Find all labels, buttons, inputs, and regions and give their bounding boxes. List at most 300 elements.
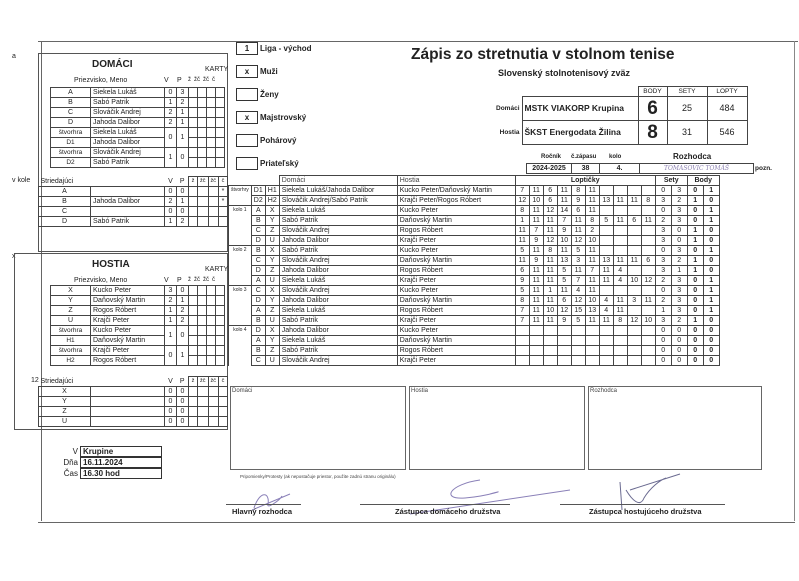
- ball-score[interactable]: [571, 356, 585, 366]
- ball-score[interactable]: 11: [543, 316, 557, 326]
- ball-score[interactable]: 11: [529, 306, 543, 316]
- sets-home[interactable]: 0: [655, 356, 671, 366]
- sets-away[interactable]: 3: [671, 276, 687, 286]
- league-field[interactable]: 1: [236, 42, 258, 55]
- doubles-player-name[interactable]: Siekela Lukáš: [91, 128, 165, 138]
- ball-score[interactable]: [613, 346, 627, 356]
- points-away[interactable]: 0: [703, 356, 719, 366]
- ball-score[interactable]: [641, 266, 655, 276]
- checkbox-poharovy-box[interactable]: [236, 134, 258, 147]
- card-cell[interactable]: [189, 417, 198, 427]
- points-away[interactable]: 1: [703, 216, 719, 226]
- ball-score[interactable]: 1: [515, 216, 529, 226]
- time-field[interactable]: 16.30 hod: [80, 468, 162, 479]
- card-cell[interactable]: [219, 207, 228, 217]
- ball-score[interactable]: 11: [529, 266, 543, 276]
- card-cell[interactable]: *: [219, 197, 228, 207]
- ball-score[interactable]: 11: [585, 246, 599, 256]
- ball-score[interactable]: 1: [543, 286, 557, 296]
- ball-score[interactable]: [627, 346, 641, 356]
- sets-home[interactable]: 0: [655, 206, 671, 216]
- sub-name[interactable]: [91, 187, 165, 197]
- ball-score[interactable]: 11: [585, 316, 599, 326]
- card-cell[interactable]: [207, 88, 216, 98]
- card-cell[interactable]: [216, 306, 225, 316]
- sub-name[interactable]: Jahoda Dalibor: [91, 197, 165, 207]
- card-cell[interactable]: [198, 108, 207, 118]
- ball-score[interactable]: 12: [627, 316, 641, 326]
- match-home-player[interactable]: Siekela Lukáš: [279, 276, 397, 286]
- match-away-player[interactable]: Krajči Peter: [397, 316, 515, 326]
- ball-score[interactable]: 9: [529, 256, 543, 266]
- doubles-player-name[interactable]: Jahoda Dalibor: [91, 138, 165, 148]
- card-cell[interactable]: [189, 88, 198, 98]
- card-cell[interactable]: [198, 207, 209, 217]
- points-away[interactable]: 1: [703, 276, 719, 286]
- sets-away[interactable]: 0: [671, 346, 687, 356]
- player-name[interactable]: Sabó Patrik: [91, 98, 165, 108]
- ball-score[interactable]: 11: [529, 216, 543, 226]
- points-home[interactable]: 0: [687, 356, 703, 366]
- points-home[interactable]: 1: [687, 226, 703, 236]
- sets-home[interactable]: 0: [655, 246, 671, 256]
- ball-score[interactable]: 10: [529, 196, 543, 206]
- ball-score[interactable]: 13: [585, 306, 599, 316]
- points-home[interactable]: 0: [687, 186, 703, 196]
- ball-score[interactable]: 7: [571, 276, 585, 286]
- card-cell[interactable]: [207, 356, 216, 366]
- card-cell[interactable]: [216, 346, 225, 356]
- sets-home[interactable]: 3: [655, 226, 671, 236]
- sub-name[interactable]: [91, 207, 165, 217]
- ball-score[interactable]: [599, 236, 613, 246]
- ball-score[interactable]: 11: [585, 256, 599, 266]
- points-away[interactable]: 0: [703, 266, 719, 276]
- points-home[interactable]: 0: [687, 306, 703, 316]
- ball-score[interactable]: [515, 326, 529, 336]
- ball-score[interactable]: [571, 346, 585, 356]
- ball-score[interactable]: 13: [599, 256, 613, 266]
- ball-score[interactable]: [543, 346, 557, 356]
- ball-score[interactable]: 7: [557, 216, 571, 226]
- card-cell[interactable]: [198, 286, 207, 296]
- match-away-player[interactable]: Kucko Peter: [397, 286, 515, 296]
- card-cell[interactable]: [216, 128, 225, 138]
- ball-score[interactable]: [613, 326, 627, 336]
- ball-score[interactable]: [641, 356, 655, 366]
- card-cell[interactable]: [208, 397, 219, 407]
- card-cell[interactable]: [207, 118, 216, 128]
- sets-home[interactable]: 3: [655, 236, 671, 246]
- sub-name[interactable]: [91, 407, 165, 417]
- card-cell[interactable]: [208, 387, 219, 397]
- sets-away[interactable]: 0: [671, 236, 687, 246]
- card-cell[interactable]: [198, 387, 209, 397]
- ball-score[interactable]: 5: [515, 286, 529, 296]
- card-cell[interactable]: [219, 407, 228, 417]
- points-home[interactable]: 1: [687, 236, 703, 246]
- card-cell[interactable]: [189, 138, 198, 148]
- ball-score[interactable]: 10: [543, 306, 557, 316]
- card-cell[interactable]: [189, 356, 198, 366]
- match-home-player[interactable]: Siekela Lukáš/Jahoda Dalibor: [279, 186, 397, 196]
- ball-score[interactable]: [641, 346, 655, 356]
- ball-score[interactable]: 11: [585, 206, 599, 216]
- sets-away[interactable]: 0: [671, 326, 687, 336]
- points-home[interactable]: 0: [687, 286, 703, 296]
- ball-score[interactable]: 12: [571, 296, 585, 306]
- ball-score[interactable]: [641, 186, 655, 196]
- card-cell[interactable]: [207, 108, 216, 118]
- card-cell[interactable]: [208, 407, 219, 417]
- sub-name[interactable]: Sabó Patrik: [91, 217, 165, 227]
- ball-score[interactable]: 6: [515, 266, 529, 276]
- round-field[interactable]: 4.: [600, 164, 640, 174]
- match-home-player[interactable]: Sabó Patrik: [279, 246, 397, 256]
- card-cell[interactable]: [207, 98, 216, 108]
- card-cell[interactable]: [219, 387, 228, 397]
- ball-score[interactable]: [627, 266, 641, 276]
- ball-score[interactable]: [627, 336, 641, 346]
- ball-score[interactable]: [613, 186, 627, 196]
- points-home[interactable]: 0: [687, 336, 703, 346]
- card-cell[interactable]: [189, 158, 198, 168]
- ball-score[interactable]: 8: [585, 216, 599, 226]
- card-cell[interactable]: [189, 148, 198, 158]
- match-number-field[interactable]: 38: [572, 164, 600, 174]
- card-cell[interactable]: [216, 356, 225, 366]
- ball-score[interactable]: 11: [641, 216, 655, 226]
- sets-home[interactable]: 0: [655, 186, 671, 196]
- match-away-player[interactable]: Kucko Peter: [397, 206, 515, 216]
- doubles-player-name[interactable]: Krajči Peter: [91, 346, 165, 356]
- card-cell[interactable]: [189, 98, 198, 108]
- sets-home[interactable]: 0: [655, 346, 671, 356]
- card-cell[interactable]: [207, 138, 216, 148]
- ball-score[interactable]: [599, 246, 613, 256]
- ball-score[interactable]: 11: [557, 246, 571, 256]
- match-home-player[interactable]: Jahoda Dalibor: [279, 236, 397, 246]
- ball-score[interactable]: [557, 356, 571, 366]
- ball-score[interactable]: 11: [571, 226, 585, 236]
- ball-score[interactable]: 7: [515, 306, 529, 316]
- player-name[interactable]: Daňovský Martin: [91, 296, 165, 306]
- ball-score[interactable]: [627, 306, 641, 316]
- sets-away[interactable]: 0: [671, 226, 687, 236]
- card-cell[interactable]: [207, 286, 216, 296]
- ball-score[interactable]: [627, 186, 641, 196]
- sets-away[interactable]: 3: [671, 186, 687, 196]
- remarks-referee-box[interactable]: Rozhodca: [588, 386, 762, 470]
- points-away[interactable]: 1: [703, 206, 719, 216]
- ball-score[interactable]: 11: [515, 256, 529, 266]
- match-home-player[interactable]: Slováčik Andrej: [279, 286, 397, 296]
- sets-home[interactable]: 0: [655, 326, 671, 336]
- ball-score[interactable]: 11: [529, 276, 543, 286]
- ball-score[interactable]: 11: [585, 276, 599, 286]
- match-home-player[interactable]: Siekela Lukáš: [279, 306, 397, 316]
- ball-score[interactable]: 12: [543, 236, 557, 246]
- card-cell[interactable]: [216, 88, 225, 98]
- card-cell[interactable]: [198, 296, 207, 306]
- ball-score[interactable]: [627, 356, 641, 366]
- ball-score[interactable]: [599, 286, 613, 296]
- ball-score[interactable]: 11: [543, 276, 557, 286]
- ball-score[interactable]: [627, 326, 641, 336]
- ball-score[interactable]: 11: [543, 256, 557, 266]
- card-cell[interactable]: [216, 138, 225, 148]
- points-home[interactable]: 0: [687, 216, 703, 226]
- ball-score[interactable]: 4: [571, 286, 585, 296]
- sets-away[interactable]: 2: [671, 316, 687, 326]
- card-cell[interactable]: [189, 128, 198, 138]
- checkbox-muzi-box[interactable]: x: [236, 65, 258, 78]
- ball-score[interactable]: 8: [613, 316, 627, 326]
- sets-home[interactable]: 2: [655, 276, 671, 286]
- card-cell[interactable]: [189, 217, 198, 227]
- ball-score[interactable]: [641, 306, 655, 316]
- sets-away[interactable]: 3: [671, 296, 687, 306]
- card-cell[interactable]: [198, 187, 209, 197]
- card-cell[interactable]: [207, 326, 216, 336]
- points-home[interactable]: 1: [687, 256, 703, 266]
- date-field[interactable]: 16.11.2024: [80, 457, 162, 468]
- checkbox-majstrovsky-box[interactable]: x: [236, 111, 258, 124]
- referee-field[interactable]: TOMASOVIC TOMÁŠ: [640, 164, 754, 174]
- ball-score[interactable]: 6: [543, 196, 557, 206]
- card-cell[interactable]: [198, 88, 207, 98]
- card-cell[interactable]: [198, 158, 207, 168]
- match-home-player[interactable]: Slováčik Andrej/Sabó Patrik: [279, 196, 397, 206]
- player-name[interactable]: Siekela Lukáš: [91, 88, 165, 98]
- points-home[interactable]: 1: [687, 316, 703, 326]
- points-away[interactable]: 1: [703, 246, 719, 256]
- ball-score[interactable]: [557, 326, 571, 336]
- ball-score[interactable]: 9: [515, 276, 529, 286]
- ball-score[interactable]: 12: [641, 276, 655, 286]
- ball-score[interactable]: 5: [571, 246, 585, 256]
- card-cell[interactable]: [207, 306, 216, 316]
- ball-score[interactable]: 6: [571, 206, 585, 216]
- sets-home[interactable]: 2: [655, 296, 671, 306]
- ball-score[interactable]: 11: [529, 246, 543, 256]
- ball-score[interactable]: 11: [557, 196, 571, 206]
- match-away-player[interactable]: Kucko Peter: [397, 326, 515, 336]
- ball-score[interactable]: [599, 186, 613, 196]
- points-home[interactable]: 0: [687, 326, 703, 336]
- points-away[interactable]: 0: [703, 346, 719, 356]
- ball-score[interactable]: 11: [529, 316, 543, 326]
- match-away-player[interactable]: Rogos Róbert: [397, 346, 515, 356]
- points-home[interactable]: 0: [687, 296, 703, 306]
- card-cell[interactable]: [198, 397, 209, 407]
- ball-score[interactable]: 6: [641, 256, 655, 266]
- card-cell[interactable]: [216, 158, 225, 168]
- doubles-player-name[interactable]: Sabó Patrik: [91, 158, 165, 168]
- ball-score[interactable]: [543, 356, 557, 366]
- card-cell[interactable]: [208, 207, 219, 217]
- ball-score[interactable]: [613, 286, 627, 296]
- ball-score[interactable]: [585, 336, 599, 346]
- ball-score[interactable]: [571, 336, 585, 346]
- ball-score[interactable]: [515, 356, 529, 366]
- match-away-player[interactable]: Rogos Róbert: [397, 266, 515, 276]
- sets-away[interactable]: 3: [671, 286, 687, 296]
- ball-score[interactable]: 11: [543, 216, 557, 226]
- sets-away[interactable]: 0: [671, 336, 687, 346]
- sets-home[interactable]: 1: [655, 306, 671, 316]
- card-cell[interactable]: [198, 346, 207, 356]
- ball-score[interactable]: 11: [529, 286, 543, 296]
- doubles-player-name[interactable]: Slováčik Andrej: [91, 148, 165, 158]
- card-cell[interactable]: [198, 326, 207, 336]
- card-cell[interactable]: [198, 356, 207, 366]
- ball-score[interactable]: 11: [529, 296, 543, 306]
- ball-score[interactable]: 7: [515, 186, 529, 196]
- card-cell[interactable]: [208, 217, 219, 227]
- match-away-player[interactable]: Rogos Róbert: [397, 306, 515, 316]
- sets-away[interactable]: 2: [671, 196, 687, 206]
- sets-home[interactable]: 0: [655, 336, 671, 346]
- ball-score[interactable]: [627, 246, 641, 256]
- ball-score[interactable]: 11: [571, 266, 585, 276]
- remarks-home-box[interactable]: Domáci: [230, 386, 406, 470]
- sets-home[interactable]: 3: [655, 196, 671, 206]
- doubles-player-name[interactable]: Rogos Róbert: [91, 356, 165, 366]
- ball-score[interactable]: 11: [557, 186, 571, 196]
- ball-score[interactable]: 10: [627, 276, 641, 286]
- ball-score[interactable]: [557, 336, 571, 346]
- ball-score[interactable]: 6: [557, 296, 571, 306]
- card-cell[interactable]: [189, 197, 198, 207]
- card-cell[interactable]: [216, 98, 225, 108]
- ball-score[interactable]: 11: [543, 226, 557, 236]
- card-cell[interactable]: [207, 336, 216, 346]
- ball-score[interactable]: 11: [641, 296, 655, 306]
- card-cell[interactable]: [189, 306, 198, 316]
- points-away[interactable]: 1: [703, 286, 719, 296]
- sets-away[interactable]: 2: [671, 256, 687, 266]
- card-cell[interactable]: [207, 158, 216, 168]
- ball-score[interactable]: 11: [613, 256, 627, 266]
- points-away[interactable]: 1: [703, 296, 719, 306]
- ball-score[interactable]: 11: [613, 306, 627, 316]
- ball-score[interactable]: 12: [515, 196, 529, 206]
- ball-score[interactable]: [613, 226, 627, 236]
- match-home-player[interactable]: Jahoda Dalibor: [279, 326, 397, 336]
- card-cell[interactable]: [189, 397, 198, 407]
- card-cell[interactable]: [207, 316, 216, 326]
- ball-score[interactable]: 11: [627, 196, 641, 206]
- points-away[interactable]: 0: [703, 326, 719, 336]
- card-cell[interactable]: [189, 118, 198, 128]
- card-cell[interactable]: [216, 336, 225, 346]
- ball-score[interactable]: 9: [557, 226, 571, 236]
- player-name[interactable]: Jahoda Dalibor: [91, 118, 165, 128]
- match-home-player[interactable]: Slováčik Andrej: [279, 356, 397, 366]
- points-home[interactable]: 0: [687, 246, 703, 256]
- ball-score[interactable]: 11: [613, 196, 627, 206]
- match-away-player[interactable]: Krajči Peter: [397, 276, 515, 286]
- sets-home[interactable]: 3: [655, 256, 671, 266]
- match-away-player[interactable]: Daňovský Martin: [397, 256, 515, 266]
- card-cell[interactable]: [208, 197, 219, 207]
- card-cell[interactable]: [219, 417, 228, 427]
- card-cell[interactable]: [198, 306, 207, 316]
- card-cell[interactable]: [216, 148, 225, 158]
- sub-name[interactable]: [91, 397, 165, 407]
- ball-score[interactable]: [613, 236, 627, 246]
- ball-score[interactable]: [515, 346, 529, 356]
- ball-score[interactable]: [641, 206, 655, 216]
- match-away-player[interactable]: Daňovský Martin: [397, 336, 515, 346]
- card-cell[interactable]: [198, 98, 207, 108]
- card-cell[interactable]: [189, 387, 198, 397]
- ball-score[interactable]: [571, 326, 585, 336]
- card-cell[interactable]: [198, 407, 209, 417]
- ball-score[interactable]: 7: [515, 316, 529, 326]
- ball-score[interactable]: 11: [613, 296, 627, 306]
- match-away-player[interactable]: Kucko Peter: [397, 246, 515, 256]
- card-cell[interactable]: [198, 316, 207, 326]
- ball-score[interactable]: [585, 326, 599, 336]
- points-home[interactable]: 0: [687, 276, 703, 286]
- player-name[interactable]: Kucko Peter: [91, 286, 165, 296]
- ball-score[interactable]: [641, 326, 655, 336]
- ball-score[interactable]: 4: [599, 306, 613, 316]
- ball-score[interactable]: [627, 206, 641, 216]
- card-cell[interactable]: [216, 326, 225, 336]
- ball-score[interactable]: 14: [557, 206, 571, 216]
- card-cell[interactable]: [207, 128, 216, 138]
- ball-score[interactable]: 11: [627, 256, 641, 266]
- points-away[interactable]: 0: [703, 316, 719, 326]
- ball-score[interactable]: 11: [585, 286, 599, 296]
- card-cell[interactable]: [189, 316, 198, 326]
- card-cell[interactable]: [198, 138, 207, 148]
- match-away-player[interactable]: Rogos Róbert: [397, 226, 515, 236]
- ball-score[interactable]: 5: [599, 216, 613, 226]
- doubles-player-name[interactable]: Daňovský Martin: [91, 336, 165, 346]
- match-away-player[interactable]: Krajči Peter/Rogos Róbert: [397, 196, 515, 206]
- card-cell[interactable]: [216, 118, 225, 128]
- ball-score[interactable]: 11: [599, 316, 613, 326]
- ball-score[interactable]: [529, 346, 543, 356]
- sets-home[interactable]: 3: [655, 316, 671, 326]
- ball-score[interactable]: 10: [585, 236, 599, 246]
- ball-score[interactable]: [641, 226, 655, 236]
- ball-score[interactable]: 13: [557, 256, 571, 266]
- player-name[interactable]: Rogos Róbert: [91, 306, 165, 316]
- match-away-player[interactable]: Kucko Peter/Daňovský Martin: [397, 186, 515, 196]
- ball-score[interactable]: 8: [543, 246, 557, 256]
- match-home-player[interactable]: Jahoda Dalibor: [279, 296, 397, 306]
- points-away[interactable]: 0: [703, 336, 719, 346]
- card-cell[interactable]: [189, 207, 198, 217]
- points-home[interactable]: 0: [687, 206, 703, 216]
- card-cell[interactable]: [216, 286, 225, 296]
- ball-score[interactable]: 5: [515, 246, 529, 256]
- ball-score[interactable]: 9: [529, 236, 543, 246]
- ball-score[interactable]: 4: [613, 266, 627, 276]
- ball-score[interactable]: 11: [557, 286, 571, 296]
- ball-score[interactable]: [529, 356, 543, 366]
- sets-away[interactable]: 3: [671, 306, 687, 316]
- card-cell[interactable]: [198, 128, 207, 138]
- card-cell[interactable]: [189, 346, 198, 356]
- ball-score[interactable]: 11: [599, 266, 613, 276]
- ball-score[interactable]: 9: [557, 316, 571, 326]
